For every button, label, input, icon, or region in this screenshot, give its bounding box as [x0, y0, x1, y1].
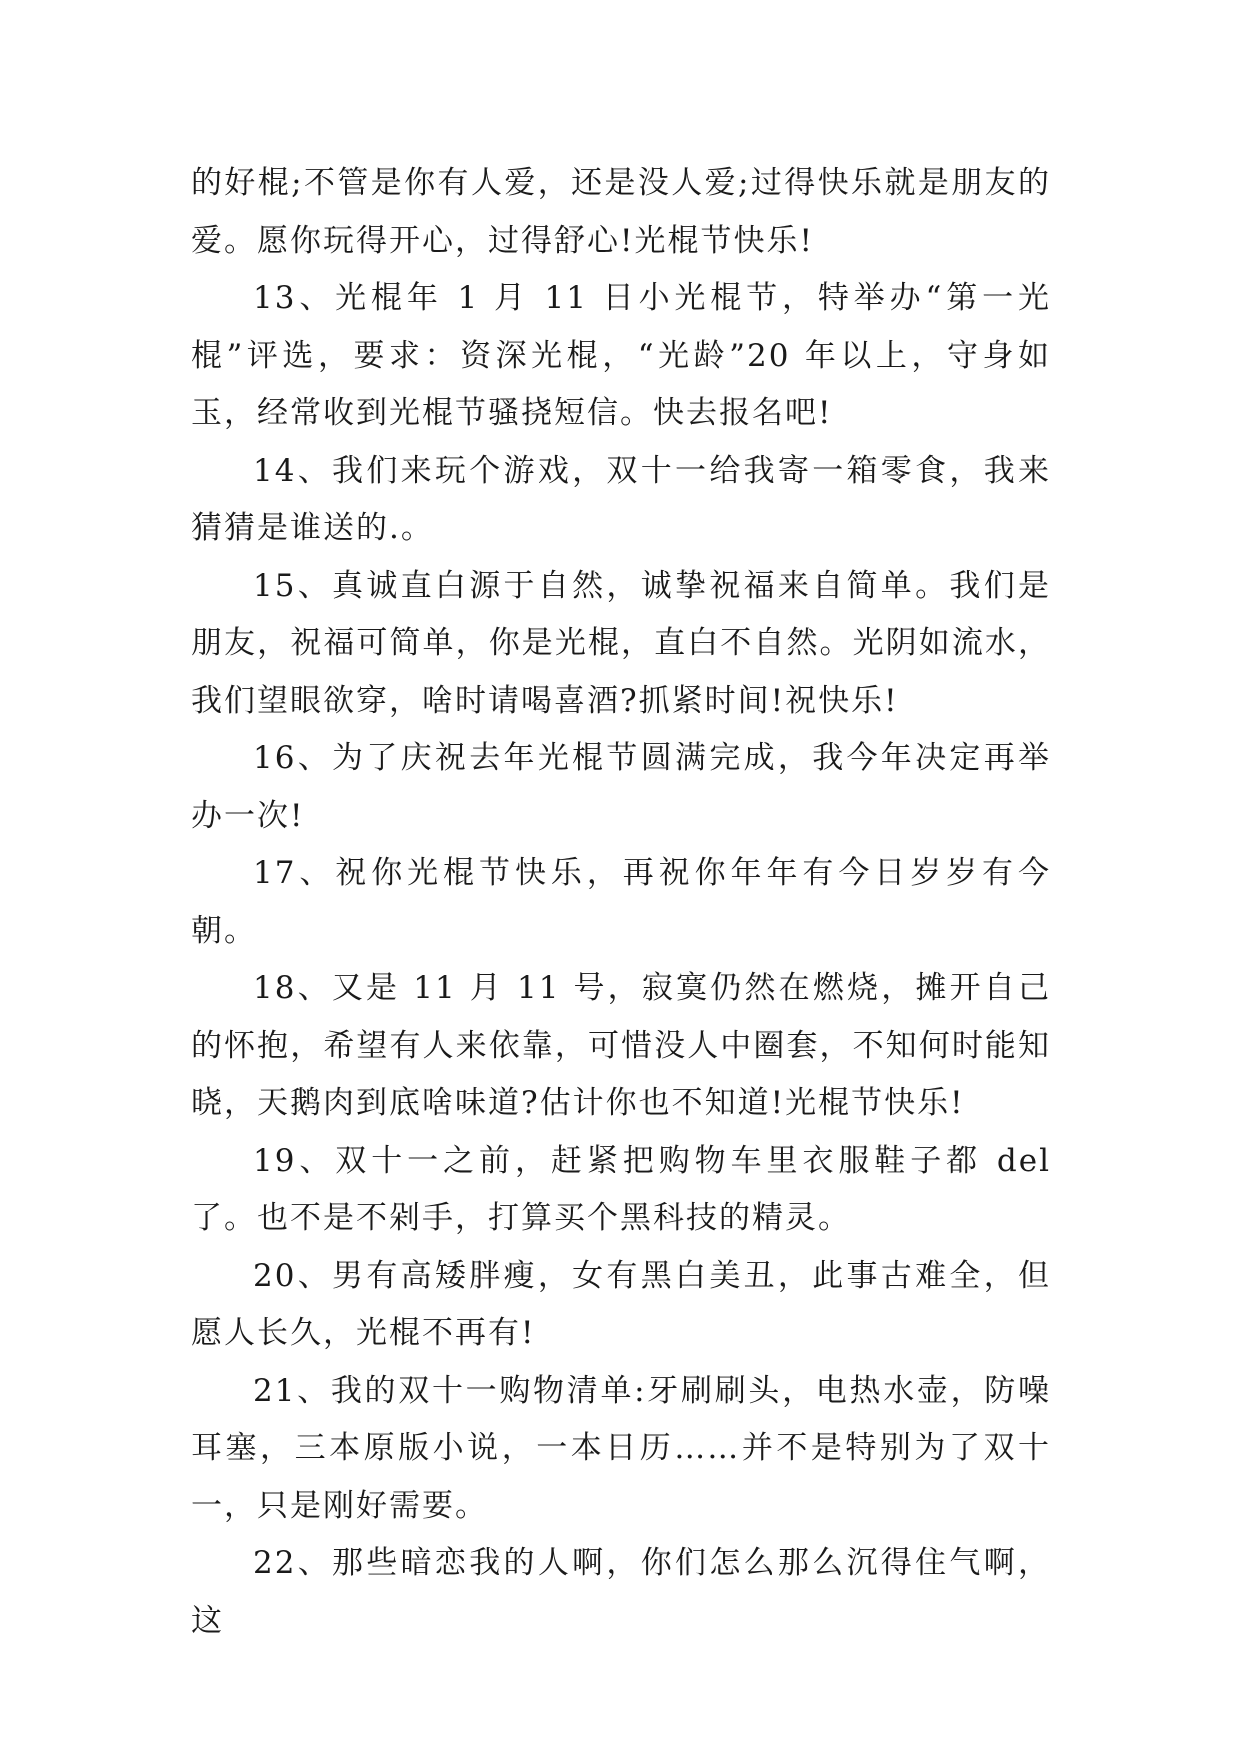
paragraph-15: 15、真诚直白源于自然，诚挚祝福来自简单。我们是朋友，祝福可简单，你是光棍，直白不自然。光阴如流水，我们望眼欲穿，啥时请喝喜酒?抓紧时间!祝快乐! — [191, 567, 1051, 719]
paragraph-22: 22、那些暗恋我的人啊，你们怎么那么沉得住气啊，这 — [191, 1545, 1051, 1639]
paragraph-19: 19、双十一之前，赶紧把购物车里衣服鞋子都 del 了。也不是不剁手，打算买个黑科技的精灵。 — [191, 1142, 1051, 1236]
paragraph-21: 21、我的双十一购物清单:牙刷刷头，电热水壶，防噪耳塞，三本原版小说，一本日历……并不是特别为了双十一，只是刚好需要。 — [191, 1372, 1051, 1524]
paragraph-17: 17、祝你光棍节快乐，再祝你年年有今日岁岁有今朝。 — [191, 855, 1051, 949]
paragraph-13: 13、光棍年 1 月 11 日小光棍节，特举办“第一光棍”评选，要求：资深光棍，“光龄”20 年以上，守身如玉，经常收到光棍节骚挠短信。快去报名吧! — [191, 280, 1051, 431]
document-body — [191, 155, 1051, 1650]
paragraph-16: 16、为了庆祝去年光棍节圆满完成，我今年决定再举办一次! — [191, 740, 1051, 834]
paragraph-14: 14、我们来玩个游戏，双十一给我寄一箱零食，我来猜猜是谁送的.。 — [191, 452, 1051, 546]
paragraph-continuation: 的好棍;不管是你有人爱，还是没人爱;过得快乐就是朋友的爱。愿你玩得开心，过得舒心!光棍节快乐! — [191, 165, 1051, 259]
paragraph-20: 20、男有高矮胖瘦，女有黑白美丑，此事古难全，但愿人长久，光棍不再有! — [191, 1257, 1051, 1351]
paragraph-18: 18、又是 11 月 11 号，寂寞仍然在燃烧，摊开自己的怀抱，希望有人来依靠，可惜没人中圈套，不知何时能知晓，天鹅肉到底啥味道?估计你也不知道!光棍节快乐! — [191, 970, 1051, 1121]
